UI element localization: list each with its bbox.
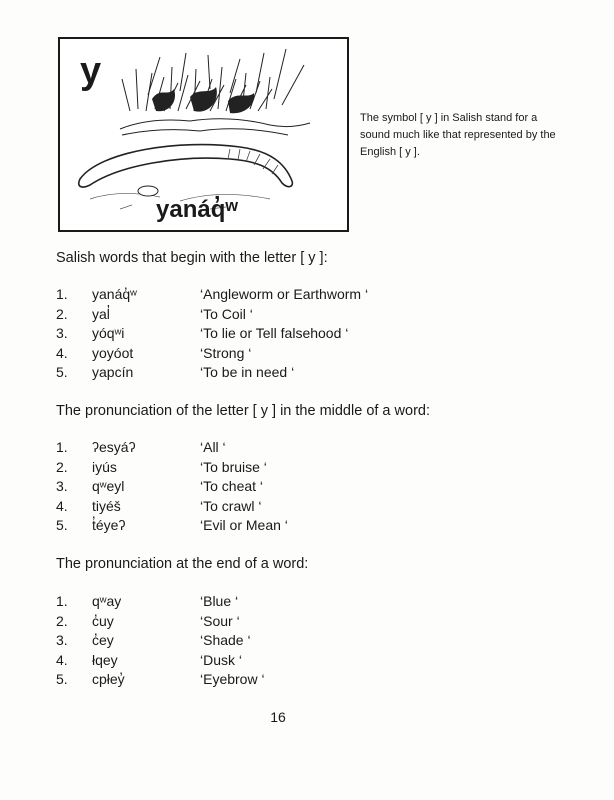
illustration-letter: y — [80, 50, 102, 92]
word-list-middle — [56, 438, 476, 536]
list-item — [56, 477, 476, 497]
salish-word: yal̓ — [92, 305, 110, 322]
english-gloss: ‘Sour ‘ — [200, 612, 240, 629]
salish-word: tiyéš — [92, 497, 121, 514]
salish-word: łqey — [92, 651, 118, 668]
section-heading-middle: The pronunciation of the letter [ y ] in the middle of a word: — [56, 403, 430, 419]
list-item — [56, 651, 476, 671]
salish-word: yapcín — [92, 364, 134, 380]
list-item — [56, 497, 476, 517]
item-number: 5. — [56, 517, 68, 533]
salish-word: yóqʷi — [92, 325, 125, 341]
list-item — [56, 324, 476, 344]
item-number: 2. — [56, 305, 68, 322]
section-heading-final: The pronunciation at the end of a word: — [56, 556, 309, 572]
list-item — [56, 438, 476, 458]
salish-word: cpłey̓ — [92, 671, 125, 687]
item-number: 3. — [56, 632, 68, 648]
item-number: 4. — [56, 497, 68, 514]
word-list-initial — [56, 285, 476, 383]
salish-word: iyús — [92, 458, 117, 475]
salish-word: yanáq̓ʷ — [92, 286, 137, 302]
english-gloss: ‘Dusk ‘ — [200, 651, 243, 668]
item-number: 5. — [56, 671, 68, 687]
item-number: 1. — [56, 439, 68, 455]
salish-word: qʷeyl — [92, 478, 125, 494]
salish-word: c̓ey — [92, 632, 114, 648]
english-gloss: ‘Evil or Mean ‘ — [200, 517, 288, 533]
salish-word: qʷay — [92, 593, 122, 609]
item-number: 4. — [56, 344, 68, 361]
salish-word: ʔesyáʔ — [92, 439, 136, 455]
page-number: 16 — [270, 709, 286, 725]
section-heading-initial: Salish words that begin with the letter [ y ]: — [56, 250, 328, 266]
english-gloss: ‘Angleworm or Earthworm ‘ — [200, 286, 369, 302]
list-item — [56, 612, 476, 632]
item-number: 3. — [56, 478, 68, 494]
english-gloss: ‘To crawl ‘ — [200, 497, 262, 514]
list-item — [56, 285, 476, 305]
list-item — [56, 344, 476, 364]
salish-word: c̓uy — [92, 612, 114, 629]
english-gloss: ‘Eyebrow ‘ — [200, 671, 265, 687]
english-gloss: ‘Shade ‘ — [200, 632, 251, 648]
item-number: 1. — [56, 593, 68, 609]
list-item — [56, 363, 476, 383]
illustration-box — [58, 37, 349, 232]
item-number: 3. — [56, 325, 68, 341]
salish-word: yoyóot — [92, 344, 134, 361]
item-number: 2. — [56, 612, 68, 629]
item-number: 5. — [56, 364, 68, 380]
illustration-word: yanáq̓ʷ — [156, 196, 238, 223]
english-gloss: ‘Strong ‘ — [200, 344, 252, 361]
english-gloss: ‘Blue ‘ — [200, 593, 239, 609]
english-gloss: ‘To Coil ‘ — [200, 305, 253, 322]
list-item — [56, 305, 476, 325]
english-gloss: ‘To be in need ‘ — [200, 364, 295, 380]
item-number: 2. — [56, 458, 68, 475]
salish-word: t̓éyeʔ — [92, 517, 126, 533]
english-gloss: ‘To bruise ‘ — [200, 458, 267, 475]
list-item — [56, 670, 476, 690]
list-item — [56, 592, 476, 612]
list-item — [56, 516, 476, 536]
symbol-note: The symbol [ y ] in Salish stand for a sound much like that represented by the English [ y ]. — [360, 112, 556, 158]
english-gloss: ‘To cheat ‘ — [200, 478, 264, 494]
item-number: 4. — [56, 651, 68, 668]
list-item — [56, 631, 476, 651]
english-gloss: ‘All ‘ — [200, 439, 226, 455]
list-item — [56, 458, 476, 478]
item-number: 1. — [56, 286, 68, 302]
word-list-final — [56, 592, 476, 690]
english-gloss: ‘To lie or Tell falsehood ‘ — [200, 325, 349, 341]
